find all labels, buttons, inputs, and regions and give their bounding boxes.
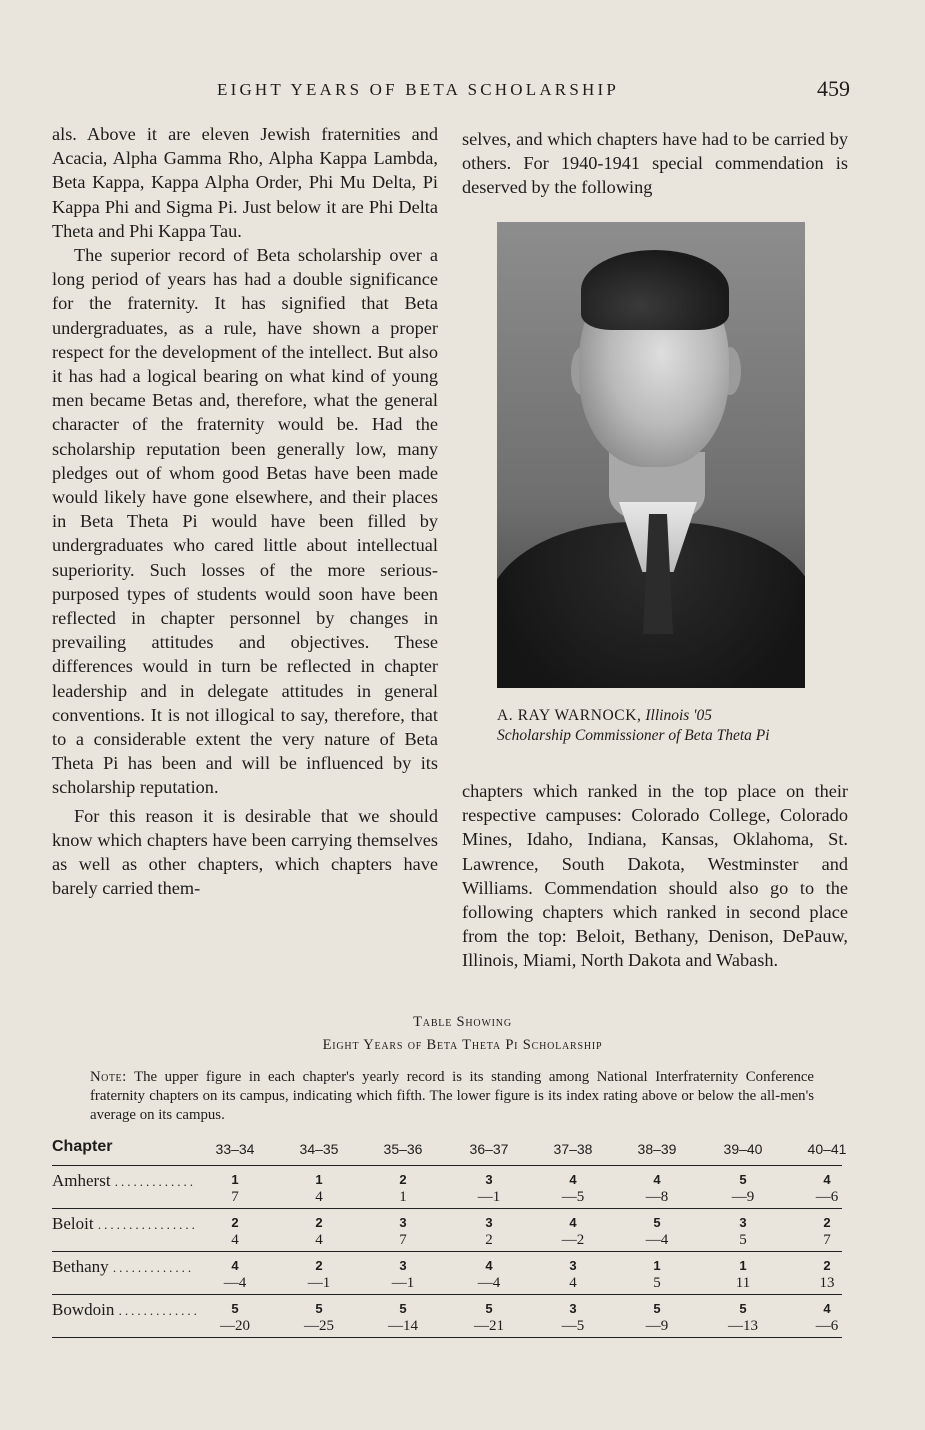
year-column-header: 36–37	[469, 1141, 509, 1157]
standing-value: 5	[231, 1301, 239, 1316]
left-column	[52, 122, 438, 901]
right-column-top	[462, 127, 848, 200]
note-label: Note:	[90, 1069, 127, 1085]
index-value: 4	[315, 1189, 323, 1205]
standing-value: 4	[569, 1172, 577, 1187]
caption-school: Illinois '05	[645, 707, 712, 724]
index-value: 4	[569, 1275, 577, 1291]
chapter-name: Beloit ................	[52, 1214, 198, 1233]
standing-value: 4	[485, 1258, 493, 1273]
index-value: 4	[315, 1232, 323, 1248]
index-value: 7	[231, 1189, 239, 1205]
standing-value: 5	[739, 1301, 747, 1316]
chapter-name: Amherst .............	[52, 1171, 197, 1190]
standing-value: 4	[653, 1172, 661, 1187]
standing-value: 5	[653, 1215, 661, 1230]
standing-value: 3	[485, 1215, 493, 1230]
table-note	[90, 1068, 814, 1125]
index-value: 2	[485, 1232, 493, 1248]
index-value: —5	[561, 1318, 585, 1334]
standing-value: 3	[739, 1215, 747, 1230]
index-value: —8	[645, 1189, 669, 1205]
standing-value: 1	[315, 1172, 323, 1187]
caption-title: Scholarship Commissioner of Beta Theta Pi	[497, 727, 770, 744]
index-value: —6	[815, 1318, 839, 1334]
standing-value: 3	[485, 1172, 493, 1187]
paragraph: selves, and which chapters have had to be carried by others. For 1940-1941 special commendation is deserved by the following	[462, 129, 848, 198]
index-value: 5	[739, 1232, 747, 1248]
paragraph: als. Above it are eleven Jewish fraternities and Acacia, Alpha Gamma Rho, Alpha Kappa Lambda, Beta Kappa, Kappa Alpha Order, Phi Mu Delta, Pi Kappa Phi and Sigma Pi. Just below it are Phi Delta Theta and Phi Kappa Tau.	[52, 124, 438, 241]
year-column-header: 39–40	[723, 1141, 763, 1157]
standing-value: 3	[569, 1258, 577, 1273]
standing-value: 3	[569, 1301, 577, 1316]
chapter-name: Bethany .............	[52, 1257, 195, 1276]
row-rule	[52, 1337, 842, 1338]
index-value: —13	[728, 1318, 758, 1334]
index-value: —14	[388, 1318, 418, 1334]
standing-value: 5	[739, 1172, 747, 1187]
standing-value: 4	[823, 1301, 831, 1316]
standing-value: 4	[231, 1258, 239, 1273]
page-number: 459	[817, 76, 850, 101]
standing-value: 1	[739, 1258, 747, 1273]
standing-value: 2	[315, 1258, 323, 1273]
running-head	[52, 76, 852, 104]
index-value: 4	[231, 1232, 239, 1248]
caption-name: A. RAY WARNOCK,	[497, 707, 642, 724]
paragraph: For this reason it is desirable that we should know which chapters have been carrying themselves as well as other chapters, which chapters have barely carried them-	[52, 805, 438, 899]
right-column-bottom	[462, 779, 848, 973]
index-value: —6	[815, 1189, 839, 1205]
standing-value: 1	[653, 1258, 661, 1273]
standing-value: 5	[315, 1301, 323, 1316]
table-row	[52, 1209, 842, 1252]
standing-value: 1	[231, 1172, 239, 1187]
table-title: Table Showing	[413, 1014, 512, 1030]
index-value: —4	[645, 1232, 669, 1248]
index-value: 13	[819, 1275, 835, 1291]
standing-value: 4	[569, 1215, 577, 1230]
index-value: —20	[220, 1318, 250, 1334]
year-column-header: 34–35	[299, 1141, 339, 1157]
note-text: The upper figure in each chapter's yearly record is its standing among National Interfraternity Conference fraternity chapters on its campus, indicating which fifth. The lower figure is its index rating above or below the all-men's average on its campus.	[90, 1069, 814, 1123]
standing-value: 2	[315, 1215, 323, 1230]
year-column-header: 38–39	[637, 1141, 677, 1157]
standing-value: 3	[399, 1258, 407, 1273]
standing-value: 5	[653, 1301, 661, 1316]
paragraph: The superior record of Beta scholarship over a long period of years has had a double significance for the fraternity. It has signified that Beta undergraduates, as a rule, have shown a proper respect for the development of the intellect. But also it has had a logical bearing on what kind of young men became Betas and, therefore, what the general character of the fraternity would be. Had the scholarship reputation been generally low, many pledges out of whom good Betas have been made would likely have gone elsewhere, and their places in Beta Theta Pi would have been filled by undergraduates who cared little about intellectual superiority. Such losses of the more serious-purposed types of students would soon have been reflected in chapter personnel by changes in prevailing attitudes and objectives. These differences would in turn be reflected in chapter leadership and in delegate attitudes in general conventions. It is not illogical to say, therefore, that to a considerable extent the very nature of Beta Theta Pi has been and will be influenced by its scholarship reputation.	[52, 245, 438, 798]
index-value: —4	[477, 1275, 501, 1291]
table-row	[52, 1252, 842, 1295]
index-value: —1	[307, 1275, 331, 1291]
standing-value: 2	[823, 1215, 831, 1230]
year-column-header: 37–38	[553, 1141, 593, 1157]
index-value: —21	[474, 1318, 504, 1334]
standing-value: 4	[823, 1172, 831, 1187]
year-column-header: 40–41	[807, 1141, 847, 1157]
standing-value: 3	[399, 1215, 407, 1230]
index-value: —9	[645, 1318, 669, 1334]
table-body	[52, 1166, 842, 1338]
index-value: —1	[391, 1275, 415, 1291]
portrait-photo	[497, 222, 805, 688]
index-value: —25	[304, 1318, 334, 1334]
table-row	[52, 1166, 842, 1209]
index-value: —2	[561, 1232, 585, 1248]
index-value: 5	[653, 1275, 661, 1291]
running-title: EIGHT YEARS OF BETA SCHOLARSHIP	[217, 80, 619, 99]
index-value: —9	[731, 1189, 755, 1205]
year-column-header: 33–34	[215, 1141, 255, 1157]
standing-value: 5	[399, 1301, 407, 1316]
index-value: 7	[823, 1232, 831, 1248]
standing-value: 2	[399, 1172, 407, 1187]
photo-caption	[497, 706, 817, 746]
index-value: —4	[223, 1275, 247, 1291]
year-column-header: 35–36	[383, 1141, 423, 1157]
chapter-name: Bowdoin .............	[52, 1300, 200, 1319]
index-value: —1	[477, 1189, 501, 1205]
chapter-column-header: Chapter	[52, 1138, 113, 1155]
paragraph: chapters which ranked in the top place on their respective campuses: Colorado College, Colorado Mines, Idaho, Indiana, Kansas, Oklahoma, St. Lawrence, South Dakota, Westminster and Williams. Commendation should also go to the following chapters which ranked in second place from the top: Beloit, Bethany, Denison, DePauw, Illinois, Miami, North Dakota and Wabash.	[462, 781, 848, 971]
index-value: —5	[561, 1189, 585, 1205]
standing-value: 5	[485, 1301, 493, 1316]
index-value: 1	[399, 1189, 407, 1205]
index-value: 11	[735, 1275, 751, 1291]
table-row	[52, 1295, 842, 1338]
standing-value: 2	[823, 1258, 831, 1273]
table-subtitle: Eight Years of Beta Theta Pi Scholarship	[322, 1037, 603, 1053]
standing-value: 2	[231, 1215, 239, 1230]
scholarship-table	[52, 1135, 847, 1334]
table-header	[52, 1135, 847, 1165]
index-value: 7	[399, 1232, 407, 1248]
